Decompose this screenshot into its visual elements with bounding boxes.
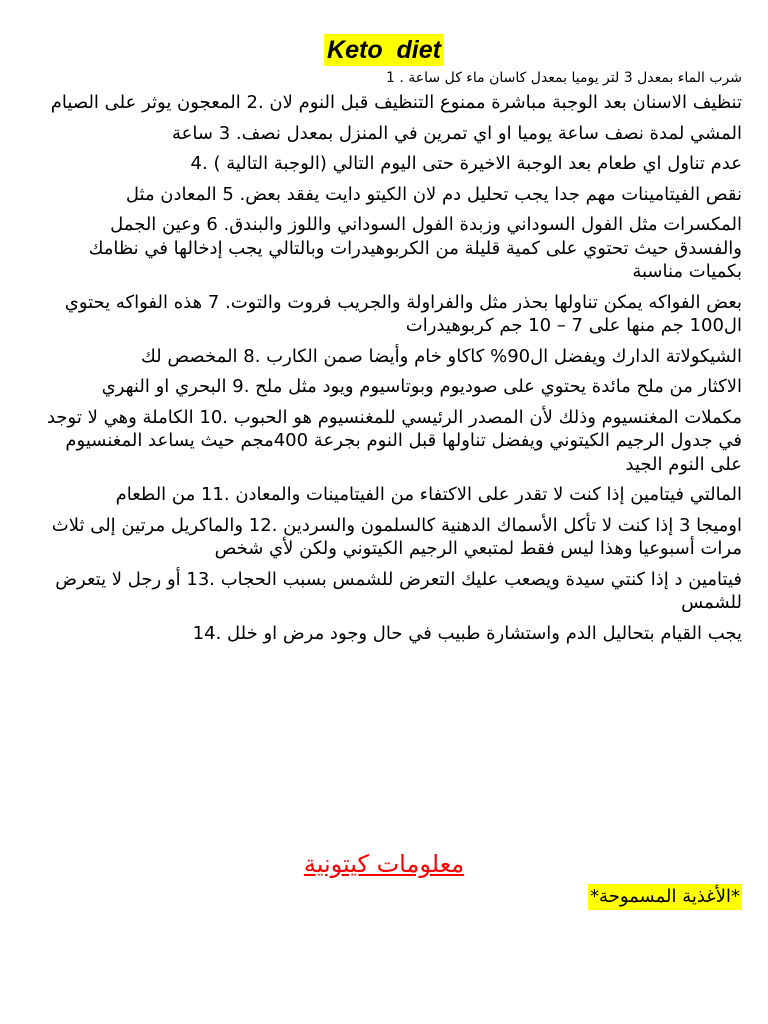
list-item: الشيكولاتة الدارك ويفضل ال90% كاكاو خام وأيضا صمن الكارب .8 المخصص لك bbox=[141, 345, 742, 367]
list-item: الاكثار من ملح مائدة يحتوي على صوديوم وبوتاسيوم ويود مثل ملح .9 البحري او النهري bbox=[101, 376, 742, 397]
list-item: شرب الماء بمعدل 3 لتر يوميا بمعدل كاسان ماء كل ساعة . 1 bbox=[386, 70, 742, 86]
list-item: اوميجا 3 إذا كنت لا تأكل الأسماك الدهنية كالسلمون والسردين .12 والماكريل مرتين إلى ثلاث مرات أسبوعيا وهذا ليس فقط لمتبعي الرجيم الكيتوني ولكن لأي شخص bbox=[51, 514, 742, 559]
list-item: المشي لمدة نصف ساعة يوميا او اي تمرين في المنزل بمعدل نصف. 3 ساعة bbox=[172, 122, 742, 144]
title-wrap bbox=[0, 34, 768, 66]
list-item: عدم تناول اي طعام بعد الوجبة الاخيرة حتى اليوم التالي (الوجبة التالية ) .4 bbox=[190, 153, 742, 174]
list-item: تنظيف الاسنان بعد الوجبة مباشرة ممنوع التنظيف قبل النوم لان .2 المعجون يوثر على الصيام bbox=[50, 92, 742, 113]
list-item: نقص الفيتامينات مهم جدا يجب تحليل دم لان الكيتو دايت يفقد بعض. 5 المعادن مثل bbox=[125, 183, 742, 205]
document-title: Keto diet bbox=[324, 34, 444, 66]
allowed-foods-heading: *الأغذية المسموحة* bbox=[588, 884, 742, 910]
list-item: المالتي فيتامين إذا كنت لا تقدر على الاكتفاء من الفيتامينات والمعادن .11 من الطعام bbox=[115, 484, 742, 505]
list-item: مكملات المغنسيوم وذلك لأن المصدر الرئيسي للمغنسيوم هو الحبوب .10 الكاملة وهي لا توجد في جدول الرجيم الكيتوني ويفضل تناولها قبل النوم بجرعة 400مجم حيث يساعد المغنسيوم على النوم الجيد bbox=[46, 406, 742, 475]
tips-list bbox=[46, 68, 742, 652]
list-item: المكسرات مثل الفول السوداني وزبدة الفول السوداني واللوز والبندق. 6 وعين الجمل والفسدق حيث تحتوي على كمية قليلة من الكربوهيدرات وبالتالي يجب إدخالها في نظامك بكميات مناسبة bbox=[88, 214, 742, 282]
list-item: بعض الفواكه يمكن تناولها بحذر مثل والفراولة والجريب فروت والتوت. 7 هذه الفواكه يحتوي ال100 جم منها على 7 – 10 جم كربوهيدرات bbox=[64, 291, 742, 336]
section-heading: معلومات كيتونية bbox=[303, 850, 465, 878]
list-item: يجب القيام بتحاليل الدم واستشارة طبيب في حال وجود مرض او خلل .14 bbox=[192, 622, 742, 644]
list-item: فيتامين د إذا كنتي سيدة ويصعب عليك التعرض للشمس بسبب الحجاب .13 أو رجل لا يتعرض للشمس bbox=[55, 568, 742, 613]
